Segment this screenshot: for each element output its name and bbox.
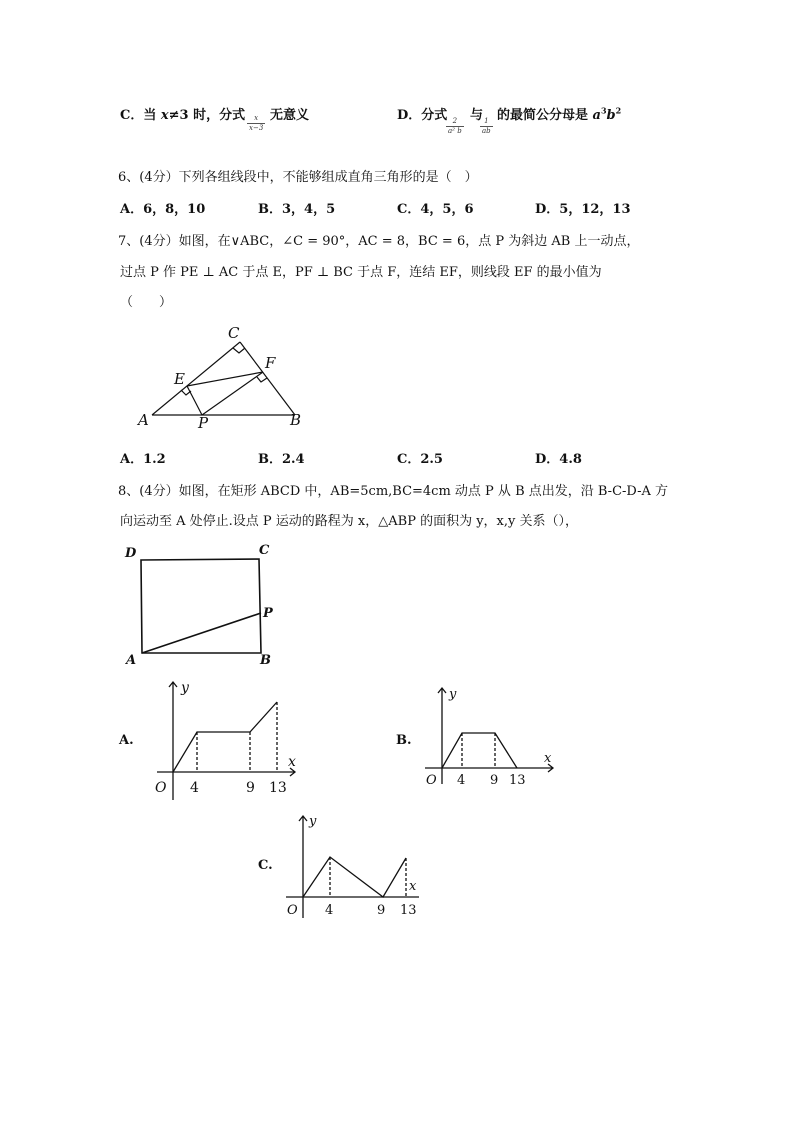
graph-a-tick-4: 4 — [190, 780, 199, 796]
graph-c-tick-4: 4 — [325, 903, 334, 918]
q6-option-a[interactable]: A．6，8，10 — [120, 202, 206, 217]
q7-option-a[interactable]: A．1.2 — [120, 452, 166, 467]
graph-a-y-label: y — [181, 680, 189, 696]
q8-line-1: 8、(4分）如图，在矩形 ABCD 中，AB=5cm,BC=4cm 动点 P 从 B 点出发，沿 B-C-D-A 方 — [118, 484, 668, 499]
graph-b-tick-4: 4 — [457, 773, 466, 788]
q7-line-3: （ ） — [120, 295, 173, 310]
q6-option-c[interactable]: C．4，5，6 — [397, 202, 474, 217]
q6-option-b[interactable]: B．3，4，5 — [258, 202, 336, 217]
q5-c-fraction: $\frac{x}{x-3}$ — [249, 114, 264, 132]
graph-a-x-label: x — [288, 754, 296, 770]
q5-option-c[interactable]: C．当 x≠3 时，分式 — [120, 108, 246, 123]
fig8-label-p: P — [263, 606, 273, 621]
q5-c-tail: 无意义 — [270, 108, 310, 123]
fig7-label-p: P — [198, 414, 209, 430]
q7-option-c[interactable]: C．2.5 — [397, 452, 443, 467]
fig7-label-c: C — [228, 324, 240, 342]
graph-b-tick-13: 13 — [509, 773, 526, 788]
q8-line-2: 向运动至 A 处停止.设点 P 运动的路程为 x，△ABP 的面积为 y，x,y 关系（）， — [120, 514, 578, 529]
q8-rectangle-figure — [118, 538, 288, 670]
q8-graph-b — [420, 684, 560, 794]
fig7-label-a: A — [138, 411, 149, 429]
fig8-label-d: D — [125, 546, 137, 561]
q8-graph-a-label[interactable]: A. — [119, 733, 134, 748]
graph-c-tick-13: 13 — [400, 903, 417, 918]
q7-line-2: 过点 P 作 PE ⊥ AC 于点 E，PF ⊥ BC 于点 F，连结 EF，则线段 EF 的最小值为 — [120, 265, 602, 280]
q5-option-d[interactable]: D．分式 — [397, 108, 448, 123]
q7-option-d[interactable]: D．4.8 — [535, 452, 582, 467]
graph-c-y-label: y — [309, 814, 317, 829]
q8-graph-c-label[interactable]: C. — [258, 858, 273, 873]
q5-d-fraction-1: $\frac{2}{\text{a² b}}$ — [448, 117, 462, 135]
q5-d-and: 与 — [470, 108, 484, 123]
graph-b-tick-9: 9 — [490, 773, 499, 788]
fig7-label-b: B — [290, 411, 302, 429]
q8-graph-a — [145, 676, 305, 804]
fig7-label-e: E — [174, 370, 185, 388]
graph-a-tick-13: 13 — [269, 780, 287, 796]
fig8-label-c: C — [259, 543, 270, 558]
q6-stem: 6、(4分）下列各组线段中，不能够组成直角三角形的是（ ） — [118, 170, 478, 185]
q7-line-1: 7、(4分）如图，在∨ABC，∠C = 90°，AC = 8，BC = 6，点 P 为斜边 AB 上一动点， — [118, 234, 640, 249]
graph-b-origin: O — [426, 773, 437, 788]
q7-option-b[interactable]: B．2.4 — [258, 452, 305, 467]
q5-d-fraction-2: $\frac{1}{ab}$ — [482, 117, 491, 135]
q5-d-tail: 的最简公分母是 $a^3b^2$ — [497, 105, 622, 123]
q6-option-d[interactable]: D．5，12，13 — [535, 202, 631, 217]
fig7-label-f: F — [265, 354, 276, 372]
q7-triangle-figure — [120, 318, 320, 430]
graph-c-origin: O — [287, 903, 298, 918]
fig8-label-a: A — [126, 653, 137, 668]
q8-graph-b-label[interactable]: B. — [396, 733, 412, 748]
q8-graph-c — [283, 810, 423, 922]
graph-c-x-label: x — [409, 879, 417, 894]
graph-b-x-label: x — [544, 751, 552, 766]
graph-b-y-label: y — [449, 687, 457, 702]
graph-c-tick-9: 9 — [377, 903, 386, 918]
fig8-label-b: B — [260, 653, 271, 668]
graph-a-tick-9: 9 — [246, 780, 255, 796]
graph-a-origin: O — [155, 780, 167, 796]
